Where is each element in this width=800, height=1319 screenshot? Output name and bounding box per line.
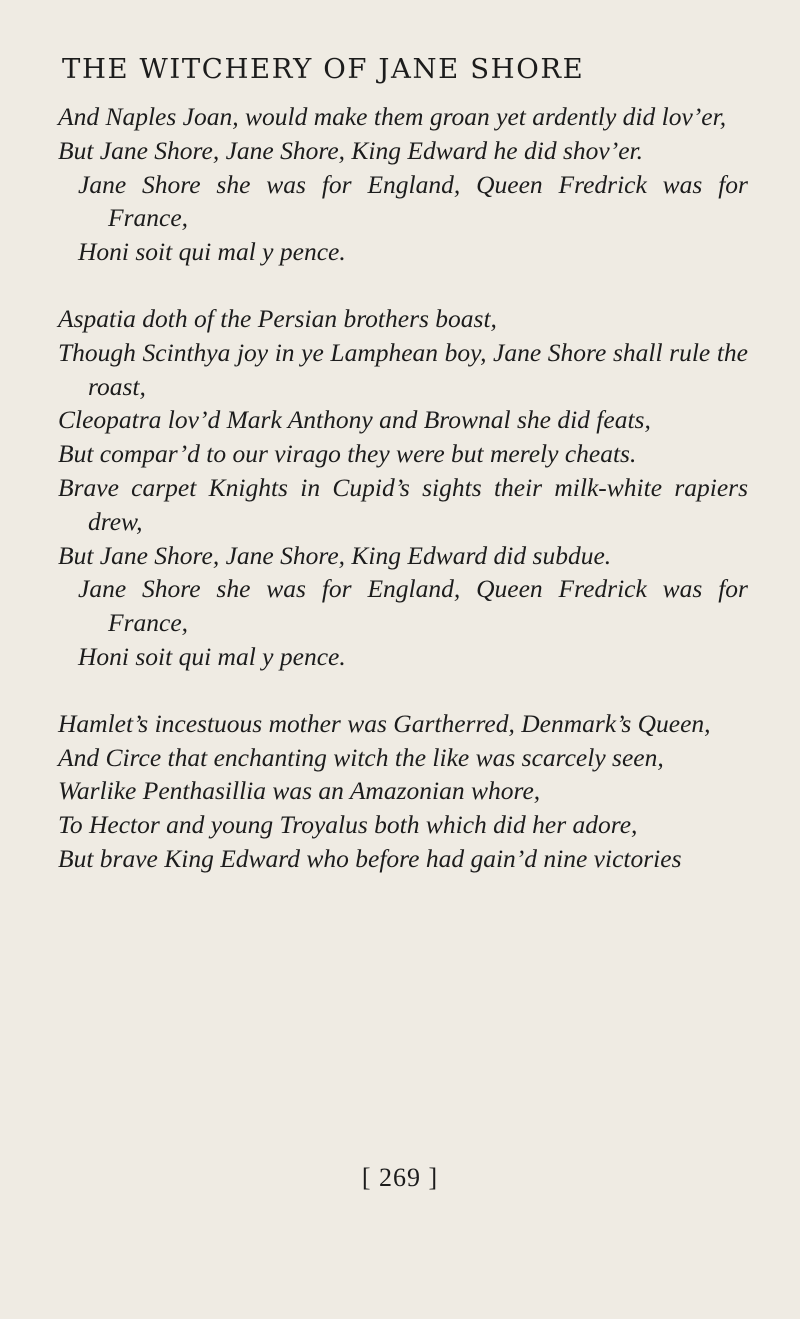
verse-line: Cleopatra lov’d Mark Anthony and Brownal she did feats, xyxy=(58,405,651,435)
verse-line: And Circe that enchanting witch the like was scarcely seen, xyxy=(58,742,664,772)
verse-line: Brave carpet Knights in Cupid’s sights their milk-white rapiers drew, xyxy=(58,472,748,536)
page-number: [ 269 ] xyxy=(361,1163,439,1192)
verse-line: But compar’d to our virago they were but merely cheats. xyxy=(58,439,637,469)
verse-line: Aspatia doth of the Persian brothers boast, xyxy=(58,303,497,333)
verse-line: But Jane Shore, Jane Shore, King Edward did subdue. xyxy=(58,540,612,570)
refrain-line: Honi soit qui mal y pence. xyxy=(78,641,346,671)
refrain-line: Jane Shore she was for England, Queen Fredrick was for France, xyxy=(78,169,748,233)
verse-line: Warlike Penthasillia was an Amazonian whore, xyxy=(58,776,541,806)
verse-line: But Jane Shore, Jane Shore, King Edward he did shov’er. xyxy=(58,135,643,165)
stanza-3 xyxy=(58,707,748,876)
verse-line: To Hector and young Troyalus both which did her adore, xyxy=(58,810,638,840)
verse-line: Hamlet’s incestuous mother was Gartherred, Denmark’s Queen, xyxy=(58,708,711,738)
stanza-2 xyxy=(58,302,748,674)
verse-line: And Naples Joan, would make them groan yet ardently did lov’er, xyxy=(58,102,727,131)
poem-body xyxy=(58,100,748,876)
stanza-1 xyxy=(58,100,748,269)
refrain-line: Jane Shore she was for England, Queen Fredrick was for France, xyxy=(78,574,748,638)
verse-line: Though Scinthya joy in ye Lamphean boy, Jane Shore shall rule the roast, xyxy=(58,337,748,401)
refrain-line: Honi soit qui mal y pence. xyxy=(78,237,346,267)
running-head: THE WITCHERY OF JANE SHORE xyxy=(62,53,585,85)
verse-line: But brave King Edward who before had gain’d nine victories xyxy=(58,843,682,873)
